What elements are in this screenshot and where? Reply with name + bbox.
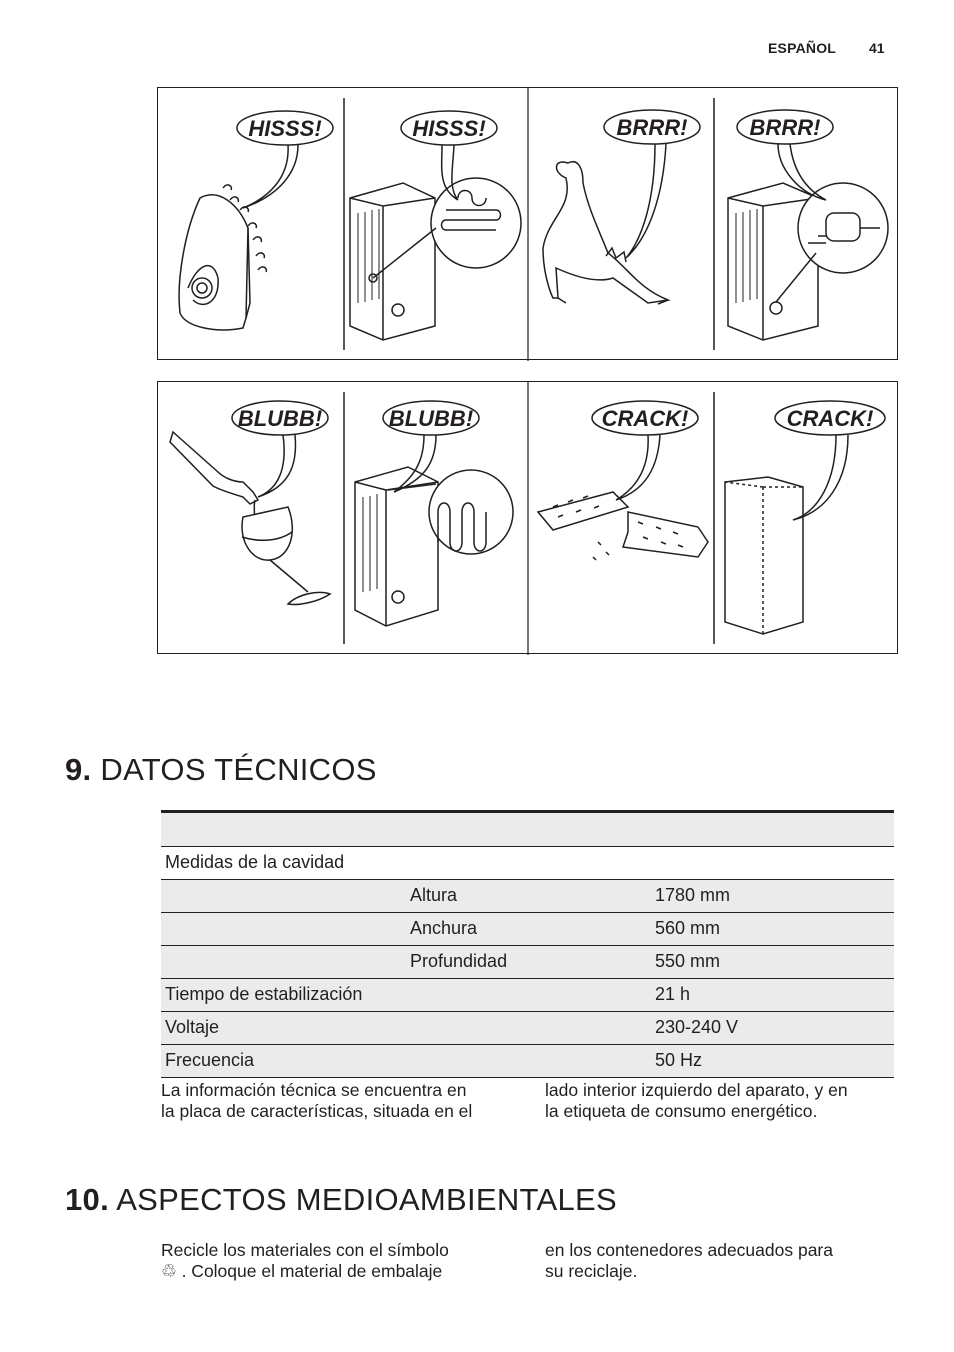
section-9-heading xyxy=(65,752,377,788)
table-row xyxy=(161,880,894,913)
text-line: La información técnica se encuentra en xyxy=(161,1080,467,1100)
ice-tray-drawing xyxy=(538,492,708,560)
table-row xyxy=(161,913,894,946)
section-10-heading xyxy=(65,1182,617,1218)
sound-hisss-2: HISSS! xyxy=(412,116,486,141)
sound-crack-2: CRACK! xyxy=(786,406,874,431)
row-value: 50 Hz xyxy=(655,1050,703,1070)
bottle-and-glass-drawing xyxy=(170,432,330,605)
table-row xyxy=(161,847,894,880)
technical-data-table xyxy=(161,810,894,1078)
row-label: Tiempo de estabilización xyxy=(165,984,363,1004)
text-fragment: . Coloque el material de embalaje xyxy=(181,1261,443,1281)
row-label: Voltaje xyxy=(165,1017,220,1037)
environment-text-left xyxy=(161,1240,449,1282)
table-row xyxy=(161,946,894,979)
text-line: la placa de características, situada en el xyxy=(161,1101,473,1121)
sound-blubb-1: BLUBB! xyxy=(237,406,323,431)
fridge-drawing-1 xyxy=(350,183,435,340)
technical-note-right xyxy=(545,1080,848,1122)
zoom-circle xyxy=(429,470,513,554)
section-10-number: 10. xyxy=(65,1182,109,1217)
sound-crack-1: CRACK! xyxy=(601,406,689,431)
tall-fridge-drawing xyxy=(725,477,803,634)
section-9-number: 9. xyxy=(65,752,92,787)
text-line: la etiqueta de consumo energético. xyxy=(545,1101,818,1121)
text-line xyxy=(161,1261,449,1282)
row-value: 550 mm xyxy=(655,951,721,971)
section-10-title: ASPECTOS MEDIOAMBIENTALES xyxy=(116,1182,617,1217)
noise-illustration-panel-1 xyxy=(157,87,898,360)
zoom-circle xyxy=(431,178,521,268)
row-sublabel: Altura xyxy=(410,885,458,905)
table-row xyxy=(161,979,894,1012)
noise-illustration-1 xyxy=(158,88,899,361)
text-line: Recicle los materiales con el símbolo xyxy=(161,1240,449,1260)
text-line: lado interior izquierdo del aparato, y en xyxy=(545,1080,848,1100)
row-sublabel: Profundidad xyxy=(410,951,508,971)
row-label: Medidas de la cavidad xyxy=(165,852,345,872)
table-row xyxy=(161,1045,894,1078)
environment-text-right xyxy=(545,1240,833,1282)
noise-illustration-panel-2 xyxy=(157,381,898,654)
sound-hisss-1: HISSS! xyxy=(248,116,322,141)
header-language: ESPAÑOL xyxy=(768,40,837,56)
cat-drawing xyxy=(543,162,668,304)
sound-brrr-2: BRRR! xyxy=(749,115,821,140)
text-line: en los contenedores adecuados para xyxy=(545,1240,833,1260)
table-header-row xyxy=(161,813,894,847)
recycle-icon: ♲ xyxy=(161,1261,177,1281)
text-line: su reciclaje. xyxy=(545,1261,638,1281)
row-value: 1780 mm xyxy=(655,885,731,905)
table-row xyxy=(161,1012,894,1045)
row-value: 560 mm xyxy=(655,918,721,938)
noise-illustration-2 xyxy=(158,382,899,655)
sound-brrr-1: BRRR! xyxy=(616,115,688,140)
row-value: 230-240 V xyxy=(655,1017,739,1037)
sound-blubb-2: BLUBB! xyxy=(388,406,474,431)
row-value: 21 h xyxy=(655,984,691,1004)
section-9-title: DATOS TÉCNICOS xyxy=(100,752,377,787)
row-label: Frecuencia xyxy=(165,1050,255,1070)
page-number: 41 xyxy=(869,40,885,56)
steam-iron-drawing xyxy=(179,185,266,330)
page-header xyxy=(0,38,954,58)
row-sublabel: Anchura xyxy=(410,918,478,938)
technical-note-left xyxy=(161,1080,472,1122)
